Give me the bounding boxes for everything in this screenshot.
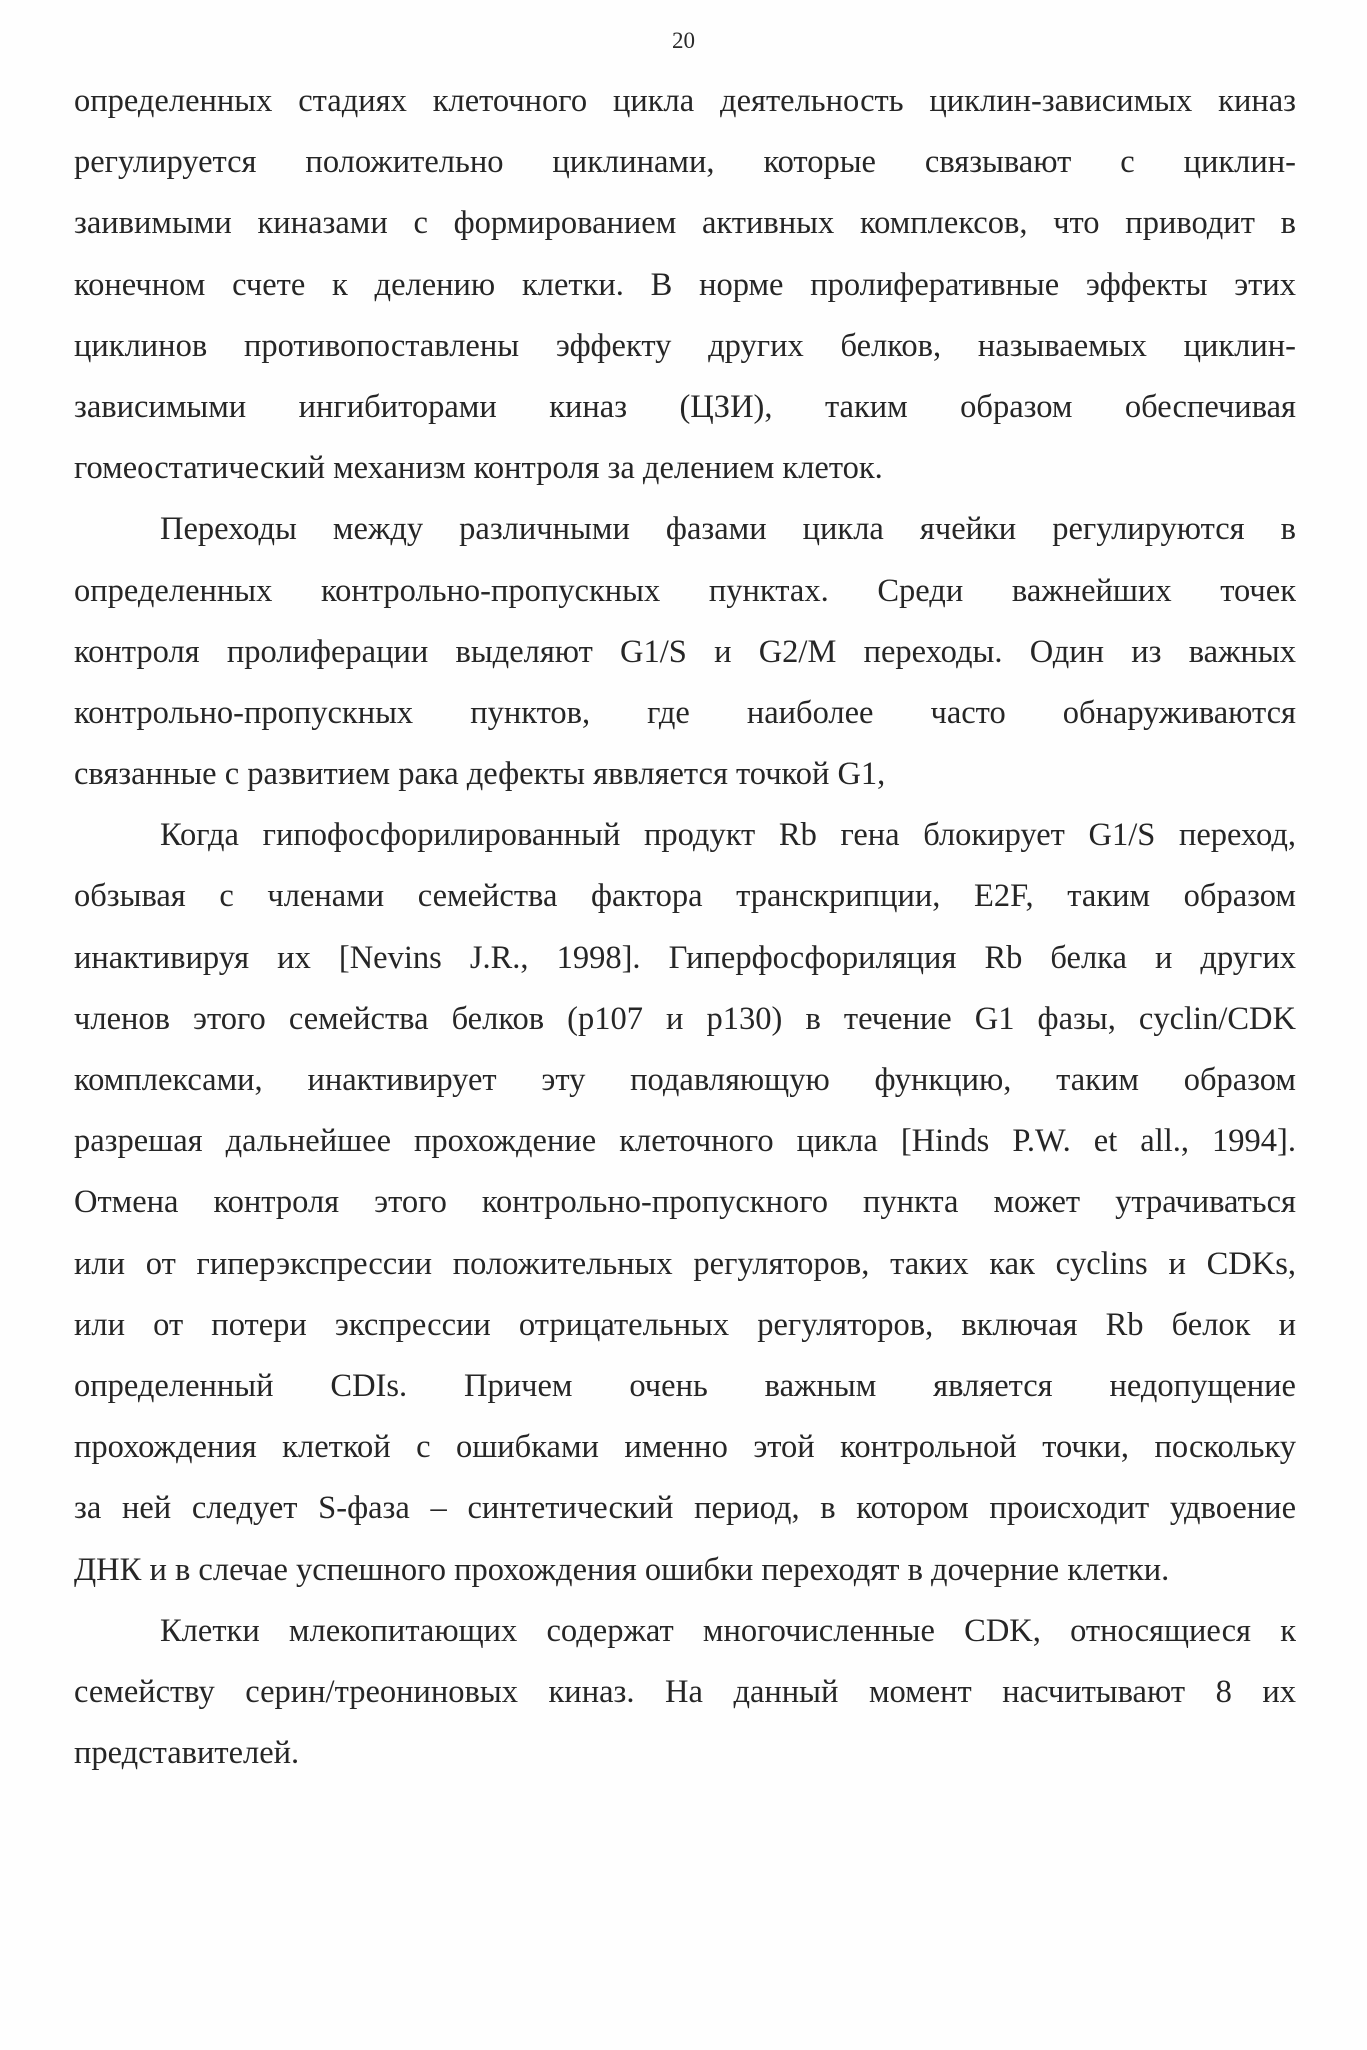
text-line: прохождения клеткой с ошибками именно этой контрольной точки, поскольку	[74, 1429, 1296, 1466]
text-line: контрольно-пропускных пунктов, где наиболее часто обнаруживаются	[74, 694, 1296, 731]
text-line: определенных стадиях клеточного цикла деятельность циклин-зависимых киназ	[74, 83, 1296, 119]
text-line: определенный CDIs. Причем очень важным является недопущение	[74, 1367, 1296, 1404]
text-line: или от потери экспрессии отрицательных регуляторов, включая Rb белок и	[74, 1306, 1296, 1343]
text-line: связанные с развитием рака дефекты яввляется точкой G1,	[74, 756, 886, 793]
text-line: представителей.	[74, 1735, 300, 1772]
text-line: за ней следует S-фаза – синтетический период, в котором происходит удвоение	[74, 1490, 1296, 1527]
text-line: семейству серин/треониновых киназ. На данный момент насчитывают 8 их	[74, 1673, 1296, 1710]
text-line: гомеостатический механизм контроля за делением клеток.	[74, 450, 883, 487]
text-line: зависимыми ингибиторами киназ (ЦЗИ), таким образом обеспечивая	[74, 388, 1296, 425]
text-line: комплексами, инактивирует эту подавляющую функцию, таким образом	[74, 1062, 1296, 1098]
text-line: обзывая с членами семейства фактора транскрипции, E2F, таким образом	[74, 878, 1296, 915]
page-number: 20	[672, 28, 695, 53]
text-line: циклинов противопоставлены эффекту других белков, называемых циклин-	[74, 327, 1296, 364]
text-line: разрешая дальнейшее прохождение клеточного цикла [Hinds P.W. et all., 1994].	[74, 1123, 1296, 1160]
text-line: ДНК и в слечае успешного прохождения ошибки переходят в дочерние клетки.	[74, 1551, 1170, 1588]
text-line: Отмена контроля этого контрольно-пропускного пункта может утрачиваться	[74, 1184, 1296, 1221]
text-line: или от гиперэкспрессии положительных регуляторов, таких как cyclins и CDKs,	[74, 1245, 1296, 1282]
text-line: Клетки млекопитающих содержат многочисленные CDK, относящиеся к	[160, 1612, 1296, 1649]
text-line: инактивируя их [Nevins J.R., 1998]. Гиперфосфориляция Rb белка и других	[74, 939, 1296, 976]
text-line: контроля пролиферации выделяют G1/S и G2/M переходы. Один из важных	[74, 633, 1296, 670]
text-line: членов этого семейства белков (p107 и p130) в течение G1 фазы, cyclin/CDK	[74, 1000, 1296, 1037]
text-line: Когда гипофосфорилированный продукт Rb гена блокирует G1/S переход,	[160, 817, 1296, 854]
text-line: Переходы между различными фазами цикла ячейки регулируются в	[160, 511, 1296, 548]
text-line: заивимыми киназами с формированием активных комплексов, что приводит в	[74, 205, 1296, 242]
text-line: регулируется положительно циклинами, которые связывают с циклин-	[74, 144, 1296, 181]
text-line: конечном счете к делению клетки. В норме пролиферативные эффекты этих	[74, 266, 1296, 303]
text-line: определенных контрольно-пропускных пунктах. Среди важнейших точек	[74, 572, 1296, 609]
document-text	[74, 71, 1296, 1784]
